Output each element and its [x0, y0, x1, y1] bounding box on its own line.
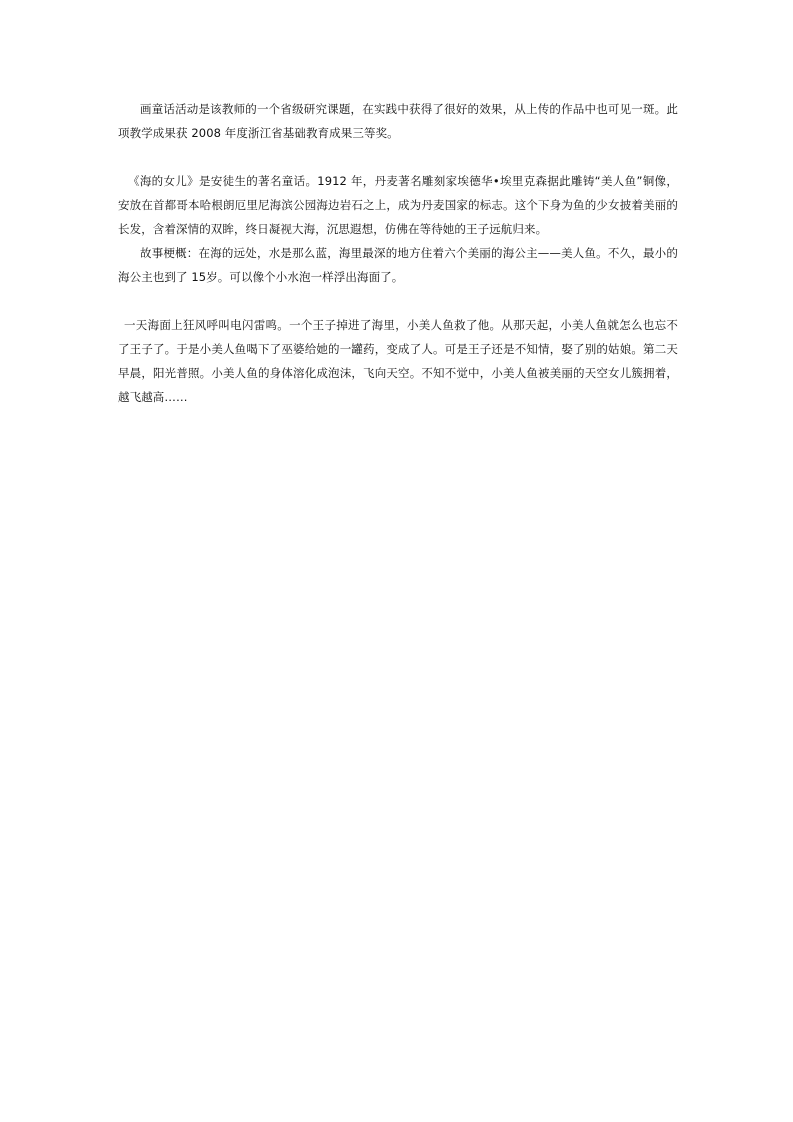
paragraph-gap: [118, 145, 678, 169]
paragraph-research-topic: 画童话活动是该教师的一个省级研究课题，在实践中获得了很好的效果，从上传的作品中也可见一斑。此项教学成果获 2008 年度浙江省基础教育成果三等奖。: [118, 102, 678, 140]
paragraph-story-intro: 《海的女儿》是安徒生的著名童话。1912 年，丹麦著名雕刻家埃德华•埃里克森据此雕铸“美人鱼”铜像，安放在首都哥本哈根朗厄里尼海滨公园海边岩石之上，成为丹麦国家的标志。这个下身为鱼的少女披着美丽的长发，含着深情的双眸，终日凝视大海，沉思遐想，仿佛在等待她的王子远航归来。: [118, 174, 678, 236]
paragraph-story-summary: 故事梗概：在海的远处，水是那么蓝，海里最深的地方住着六个美丽的海公主——美人鱼。不久，最小的海公主也到了 15岁。可以像个小水泡一样浮出海面了。: [118, 246, 678, 284]
document-page: [118, 97, 678, 409]
paragraph-story-plot: 一天海面上狂风呼叫电闪雷鸣。一个王子掉进了海里，小美人鱼救了他。从那天起，小美人鱼就怎么也忘不了王子了。于是小美人鱼喝下了巫婆给她的一罐药，变成了人。可是王子还是不知情，娶了别的姑娘。第二天早晨，阳光普照。小美人鱼的身体溶化成泡沫，飞向天空。不知不觉中，小美人鱼被美丽的天空女儿簇拥着，越飞越高……: [118, 318, 678, 404]
paragraph-gap: [118, 289, 678, 313]
